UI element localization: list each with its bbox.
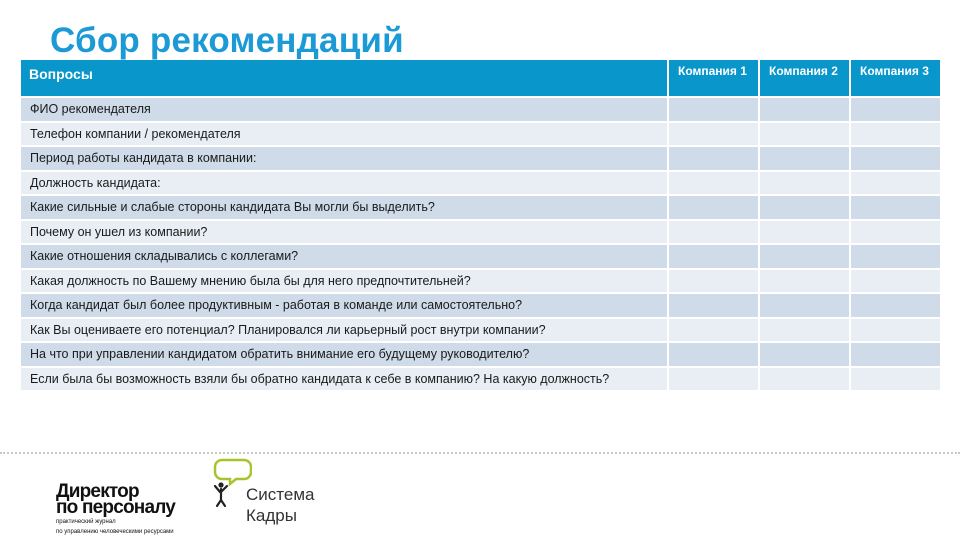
table-row xyxy=(21,196,940,219)
company-3-cell[interactable] xyxy=(851,245,940,268)
company-2-cell[interactable] xyxy=(760,98,849,121)
company-2-cell[interactable] xyxy=(760,245,849,268)
sistema-logo-line1: Система xyxy=(246,485,315,504)
company-3-cell[interactable] xyxy=(851,368,940,391)
company-3-cell[interactable] xyxy=(851,221,940,244)
question-cell: На что при управлении кандидатом обратить внимание его будущему руководителю? xyxy=(21,343,667,366)
footer-divider xyxy=(0,452,960,454)
company-3-cell[interactable] xyxy=(851,196,940,219)
company-1-cell[interactable] xyxy=(669,98,758,121)
table xyxy=(19,58,942,392)
table-row xyxy=(21,172,940,195)
header-company-1: Компания 1 xyxy=(669,60,758,96)
company-2-cell[interactable] xyxy=(760,319,849,342)
company-2-cell[interactable] xyxy=(760,270,849,293)
company-2-cell[interactable] xyxy=(760,147,849,170)
company-2-cell[interactable] xyxy=(760,196,849,219)
question-cell: Период работы кандидата в компании: xyxy=(21,147,667,170)
table-row xyxy=(21,221,940,244)
company-2-cell[interactable] xyxy=(760,294,849,317)
question-cell: Какая должность по Вашему мнению была бы для него предпочтительней? xyxy=(21,270,667,293)
sistema-kadry-logo xyxy=(212,458,332,528)
company-3-cell[interactable] xyxy=(851,172,940,195)
table-row xyxy=(21,319,940,342)
company-1-cell[interactable] xyxy=(669,172,758,195)
header-questions: Вопросы xyxy=(21,60,667,96)
company-1-cell[interactable] xyxy=(669,196,758,219)
company-3-cell[interactable] xyxy=(851,98,940,121)
company-1-cell[interactable] xyxy=(669,221,758,244)
table-row xyxy=(21,123,940,146)
table-row xyxy=(21,343,940,366)
table-row xyxy=(21,147,940,170)
director-logo-tagline2: по управлению человеческими ресурсами xyxy=(56,529,174,535)
question-cell: Как Вы оцениваете его потенциал? Планировался ли карьерный рост внутри компании? xyxy=(21,319,667,342)
table-row xyxy=(21,294,940,317)
company-2-cell[interactable] xyxy=(760,368,849,391)
company-1-cell[interactable] xyxy=(669,294,758,317)
table-row xyxy=(21,98,940,121)
question-cell: Должность кандидата: xyxy=(21,172,667,195)
company-2-cell[interactable] xyxy=(760,343,849,366)
question-cell: ФИО рекомендателя xyxy=(21,98,667,121)
company-1-cell[interactable] xyxy=(669,123,758,146)
question-cell: Какие отношения складывались с коллегами? xyxy=(21,245,667,268)
company-1-cell[interactable] xyxy=(669,343,758,366)
company-1-cell[interactable] xyxy=(669,319,758,342)
company-3-cell[interactable] xyxy=(851,319,940,342)
company-2-cell[interactable] xyxy=(760,123,849,146)
director-logo-tagline1: практический журнал xyxy=(56,519,116,525)
director-logo-line2: по персоналу xyxy=(56,497,176,518)
table-body xyxy=(21,98,940,390)
page-title: Сбор рекомендаций xyxy=(50,21,404,60)
company-1-cell[interactable] xyxy=(669,270,758,293)
company-1-cell[interactable] xyxy=(669,245,758,268)
company-2-cell[interactable] xyxy=(760,172,849,195)
table-row xyxy=(21,270,940,293)
table-header-row xyxy=(21,60,940,96)
header-company-3: Компания 3 xyxy=(851,60,940,96)
company-2-cell[interactable] xyxy=(760,221,849,244)
company-3-cell[interactable] xyxy=(851,123,940,146)
director-logo-line1: Директор xyxy=(56,481,139,502)
director-logo xyxy=(56,481,176,536)
question-cell: Телефон компании / рекомендателя xyxy=(21,123,667,146)
question-cell: Почему он ушел из компании? xyxy=(21,221,667,244)
question-cell: Какие сильные и слабые стороны кандидата Вы могли бы выделить? xyxy=(21,196,667,219)
recommendations-table xyxy=(19,58,942,392)
company-3-cell[interactable] xyxy=(851,270,940,293)
company-3-cell[interactable] xyxy=(851,294,940,317)
company-1-cell[interactable] xyxy=(669,368,758,391)
header-company-2: Компания 2 xyxy=(760,60,849,96)
question-cell: Когда кандидат был более продуктивным - работая в команде или самостоятельно? xyxy=(21,294,667,317)
table-row xyxy=(21,245,940,268)
company-3-cell[interactable] xyxy=(851,343,940,366)
table-row xyxy=(21,368,940,391)
company-3-cell[interactable] xyxy=(851,147,940,170)
sistema-logo-line2: Кадры xyxy=(246,506,297,525)
question-cell: Если была бы возможность взяли бы обратно кандидата к себе в компанию? На какую должность? xyxy=(21,368,667,391)
company-1-cell[interactable] xyxy=(669,147,758,170)
